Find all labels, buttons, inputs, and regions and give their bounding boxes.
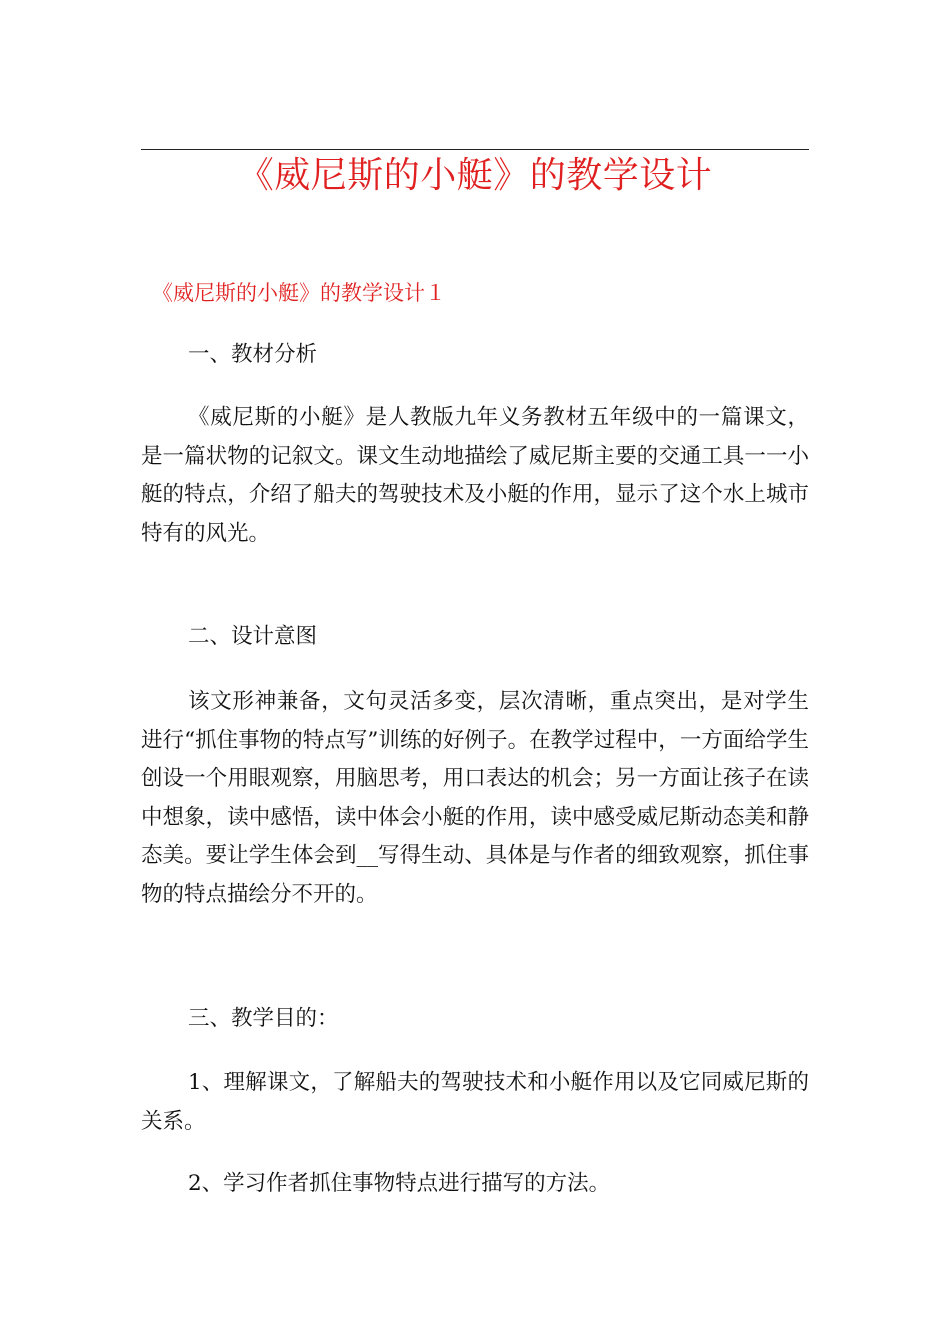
- section-title: 《威尼斯的小艇》的教学设计１: [152, 281, 446, 305]
- paragraph-goal-1: 1、理解课文，了解船夫的驾驶技术和小艇作用以及它同威尼斯的关系。: [141, 1070, 809, 1134]
- paragraph-textbook-analysis: 《威尼斯的小艇》是人教版九年义务教材五年级中的一篇课文，是一篇状物的记叙文。课文生动地描绘了威尼斯主要的交通工具一一小艇的特点，介绍了船夫的驾驶技术及小艇的作用，显示了这个水上城市特有的风光。: [141, 405, 809, 546]
- heading-teaching-goals: 三、教学目的：: [188, 1006, 339, 1031]
- heading-textbook-analysis: 一、教材分析: [188, 342, 318, 367]
- paragraph-goal-2: 2、学习作者抓住事物特点进行描写的方法。: [188, 1171, 611, 1196]
- document-title: 《威尼斯的小艇》的教学设计: [237, 155, 713, 196]
- heading-design-intent: 二、设计意图: [188, 624, 318, 649]
- paragraph-design-intent: 该文形神兼备，文句灵活多变，层次清晰，重点突出，是对学生进行“抓住事物的特点写”训练的好例子。在教学过程中，一方面给学生创设一个用眼观察，用脑思考，用口表达的机会；另一方面让孩子在读中想象，读中感悟，读中体会小艇的作用，读中感受威尼斯动态美和静态美。要让学生体会到__写得生动、具体是与作者的细致观察，抓住事物的特点描绘分不开的。: [141, 689, 809, 907]
